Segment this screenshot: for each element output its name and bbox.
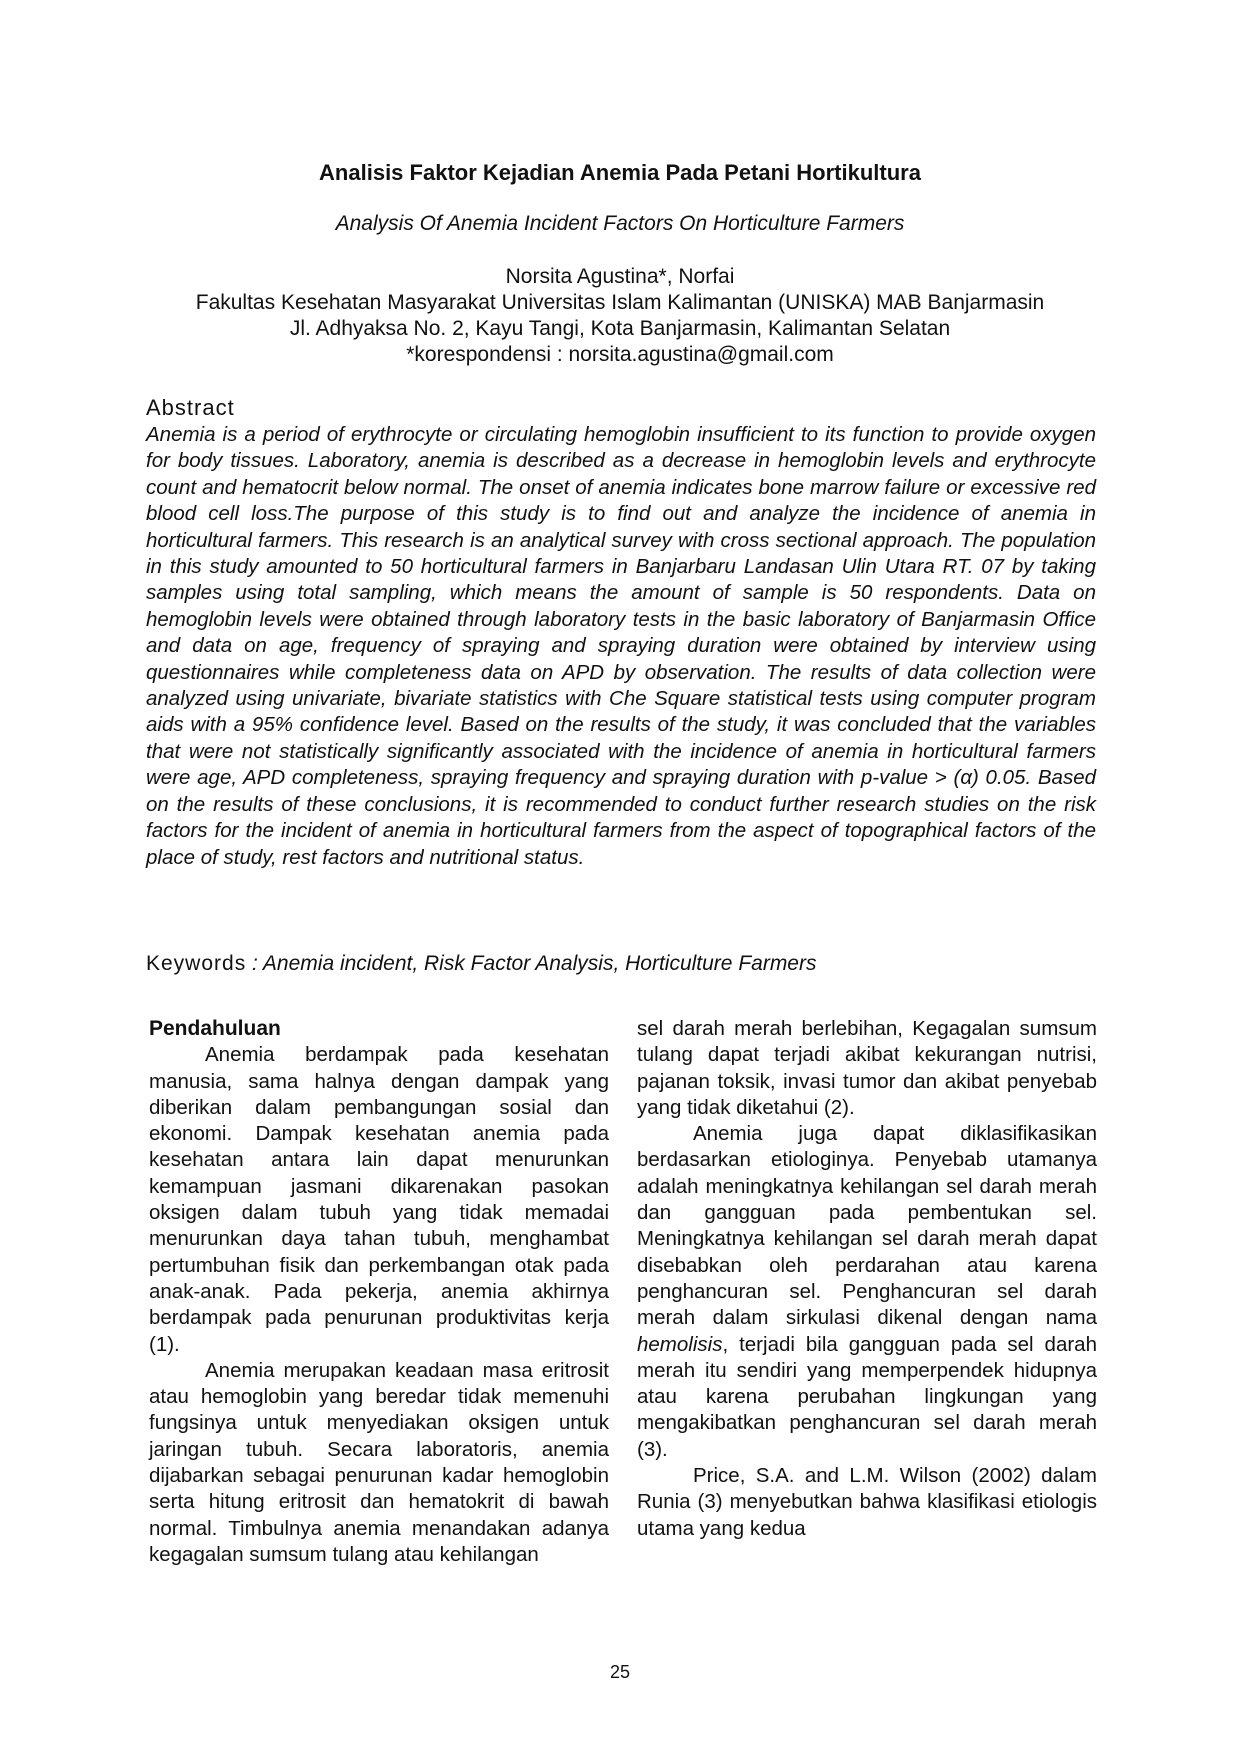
right-column (637, 1016, 1097, 1542)
section-heading: Pendahuluan (149, 1017, 281, 1040)
italic-term: hemolisis (637, 1332, 723, 1356)
keywords-label: Keywords (146, 952, 247, 975)
paragraph-text: , terjadi bila gangguan pada sel darah merah itu sendiri yang memperpendek hidupnya atau karena perubahan lingkungan yang mengakibatkan penghancuran sel darah merah (3). (637, 1332, 1097, 1461)
affiliation: Fakultas Kesehatan Masyarakat Universitas Islam Kalimantan (UNISKA) MAB Banjarmasin (195, 291, 1045, 314)
keywords-line (146, 952, 816, 976)
page-number: 25 (609, 1662, 631, 1682)
body-paragraph: Price, S.A. and L.M. Wilson (2002) dalam Runia (3) menyebutkan bahwa klasifikasi etiologis utama yang kedua (637, 1464, 1097, 1540)
paper-title: Analisis Faktor Kejadian Anemia Pada Petani Hortikultura (319, 160, 921, 185)
paragraph-text: Anemia juga dapat diklasifikasikan berdasarkan etiologinya. Penyebab utamanya adalah meningkatnya kehilangan sel darah merah dan gangguan pada pembentukan sel. Meningkatnya kehilangan sel darah merah dapat disebabkan oleh perdarahan atau karena penghancuran sel. Penghancuran sel darah merah dalam sirkulasi dikenal dengan nama (637, 1122, 1097, 1330)
abstract-heading: Abstract (146, 395, 235, 420)
body-paragraph: sel darah merah berlebihan, Kegagalan sumsum tulang dapat terjadi akibat kekurangan nutrisi, pajanan toksik, invasi tumor dan akibat penyebab yang tidak diketahui (2). (637, 1017, 1097, 1119)
body-paragraph (637, 1121, 1097, 1463)
keywords-text: : Anemia incident, Risk Factor Analysis, Horticulture Farmers (246, 952, 817, 975)
correspondence: *korespondensi : norsita.agustina@gmail.com (406, 343, 834, 366)
abstract-body: Anemia is a period of erythrocyte or circulating hemoglobin insufficient to its function to provide oxygen for body tissues. Laboratory, anemia is described as a decrease in hemoglobin levels and erythrocyte count and hematocrit below normal. The onset of anemia indicates bone marrow failure or excessive red blood cell loss.The purpose of this study is to find out and analyze the incidence of anemia in horticultural farmers. This research is an analytical survey with cross sectional approach. The population in this study amounted to 50 horticultural farmers in Banjarbaru Landasan Ulin Utara RT. 07 by taking samples using total sampling, which means the amount of sample is 50 respondents. Data on hemoglobin levels were obtained through laboratory tests in the basic laboratory of Banjarmasin Office and data on age, frequency of spraying and spraying duration were obtained by interview using questionnaires while completeness data on APD by observation. The results of data collection were analyzed using univariate, bivariate statistics with Che Square statistical tests using computer program aids with a 95% confidence level. Based on the results of the study, it was concluded that the variables that were not statistically significantly associated with the incidence of anemia in horticultural farmers were age, APD completeness, spraying frequency and spraying duration with p-value > (α) 0.05. Based on the results of these conclusions, it is recommended to conduct further research studies on the risk factors for the incident of anemia in horticultural farmers from the aspect of topographical factors of the place of study, rest factors and nutritional status. (146, 423, 1096, 869)
paper-subtitle: Analysis Of Anemia Incident Factors On Horticulture Farmers (335, 212, 905, 235)
body-paragraph: Anemia berdampak pada kesehatan manusia, sama halnya dengan dampak yang diberikan dalam pembangungan sosial dan ekonomi. Dampak kesehatan anemia pada kesehatan antara lain dapat menurunkan kemampuan jasmani dikarenakan pasokan oksigen dalam tubuh yang tidak memadai menurunkan daya tahan tubuh, menghambat pertumbuhan fisik dan perkembangan otak pada anak-anak. Pada pekerja, anemia akhirnya berdampak pada penurunan produktivitas kerja (1). (149, 1043, 609, 1356)
authors: Norsita Agustina*, Norfai (505, 265, 735, 288)
address: Jl. Adhyaksa No. 2, Kayu Tangi, Kota Banjarmasin, Kalimantan Selatan (289, 317, 951, 340)
body-paragraph: Anemia merupakan keadaan masa eritrosit atau hemoglobin yang beredar tidak memenuhi fungsinya untuk menyediakan oksigen untuk jaringan tubuh. Secara laboratoris, anemia dijabarkan sebagai penurunan kadar hemoglobin serta hitung eritrosit dan hematokrit di bawah normal. Timbulnya anemia menandakan adanya kegagalan sumsum tulang atau kehilangan (149, 1358, 609, 1566)
left-column (149, 1016, 609, 1568)
author-block (0, 264, 1240, 368)
